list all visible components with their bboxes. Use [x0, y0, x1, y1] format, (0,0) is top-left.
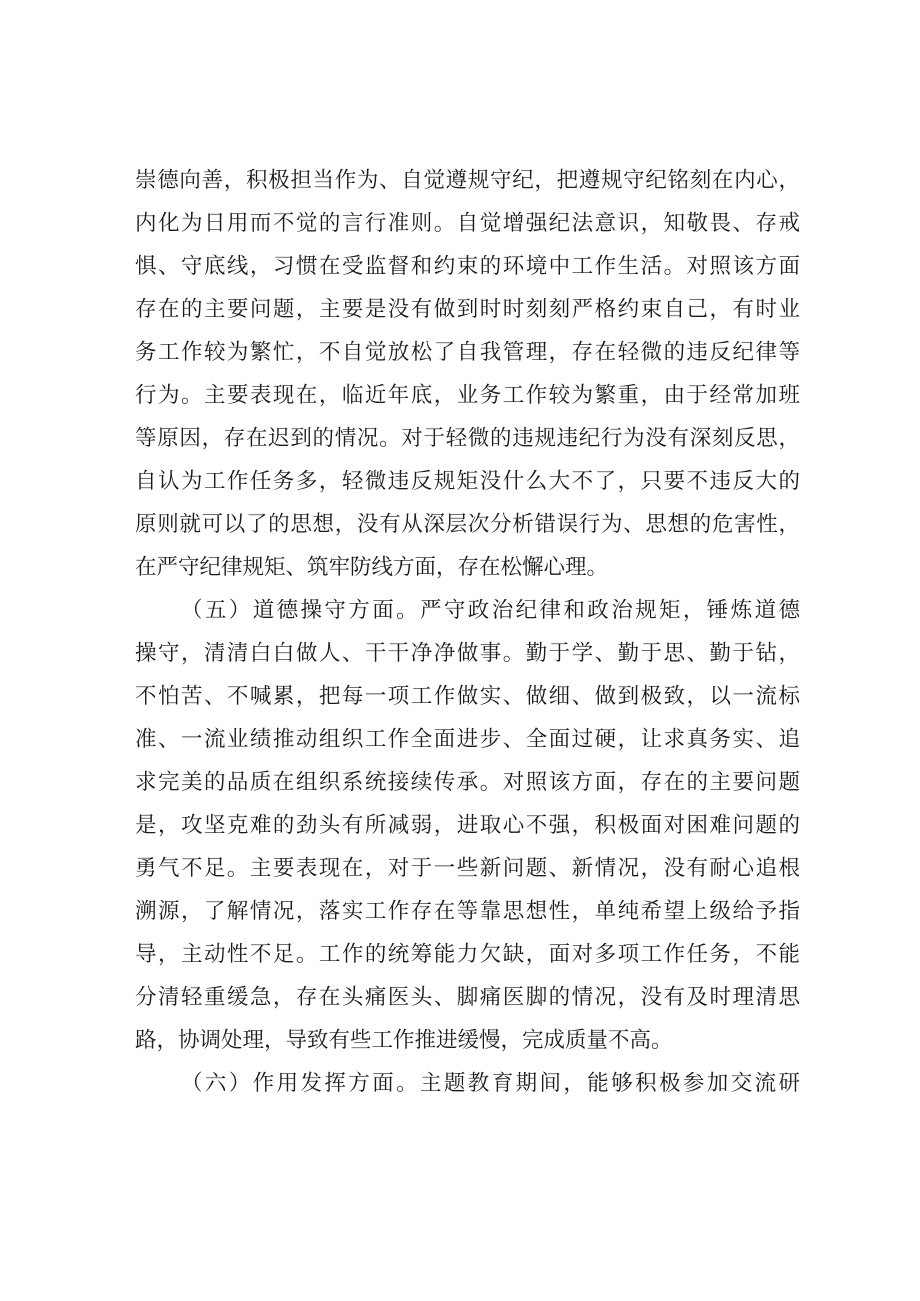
text-line: 惧、守底线，习惯在受监督和约束的环境中工作生活。对照该方面	[135, 254, 800, 279]
text-line: 内化为日用而不觉的言行准则。自觉增强纪法意识，知敬畏、存戒	[135, 211, 800, 236]
text-line: 导，主动性不足。工作的统筹能力欠缺，面对多项工作任务，不能	[135, 942, 800, 967]
text-line: 不怕苦、不喊累，把每一项工作做实、做细、做到极致，以一流标	[135, 684, 800, 709]
text-line: 行为。主要表现在，临近年底，业务工作较为繁重，由于经常加班	[135, 383, 800, 408]
text-line: 求完美的品质在组织系统接续传承。对照该方面，存在的主要问题	[135, 770, 800, 795]
text-line: 路，协调处理，导致有些工作推进缓慢，完成质量不高。	[135, 1028, 673, 1053]
text-line: 溯源，了解情况，落实工作存在等靠思想性，单纯希望上级给予指	[135, 899, 800, 924]
text-line: 原则就可以了的思想，没有从深层次分析错误行为、思想的危害性，	[135, 512, 800, 537]
text-line: 准、一流业绩推动组织工作全面进步、全面过硬，让求真务实、追	[135, 727, 800, 752]
text-line: 勇气不足。主要表现在，对于一些新问题、新情况，没有耐心追根	[135, 856, 800, 881]
text-line: 在严守纪律规矩、筑牢防线方面，存在松懈心理。	[135, 555, 609, 580]
text-line: 分清轻重缓急，存在头痛医头、脚痛医脚的情况，没有及时理清思	[135, 985, 800, 1010]
text-line: 自认为工作任务多，轻微违反规矩没什么大不了，只要不违反大的	[135, 469, 800, 494]
section-heading-line: （五）道德操守方面。严守政治纪律和政治规矩，锤炼道德	[181, 598, 800, 623]
text-line: 崇德向善，积极担当作为、自觉遵规守纪，把遵规守纪铭刻在内心，	[135, 168, 800, 193]
text-line: 等原因，存在迟到的情况。对于轻微的违规违纪行为没有深刻反思，	[135, 426, 800, 451]
text-line: 操守，清清白白做人、干干净净做事。勤于学、勤于思、勤于钻，	[135, 641, 800, 666]
text-line: 是，攻坚克难的劲头有所减弱，进取心不强，积极面对困难问题的	[135, 813, 800, 838]
section-heading-line: （六）作用发挥方面。主题教育期间，能够积极参加交流研	[181, 1071, 800, 1096]
text-line: 存在的主要问题，主要是没有做到时时刻刻严格约束自己，有时业	[135, 297, 800, 322]
text-line: 务工作较为繁忙，不自觉放松了自我管理，存在轻微的违反纪律等	[135, 340, 800, 365]
